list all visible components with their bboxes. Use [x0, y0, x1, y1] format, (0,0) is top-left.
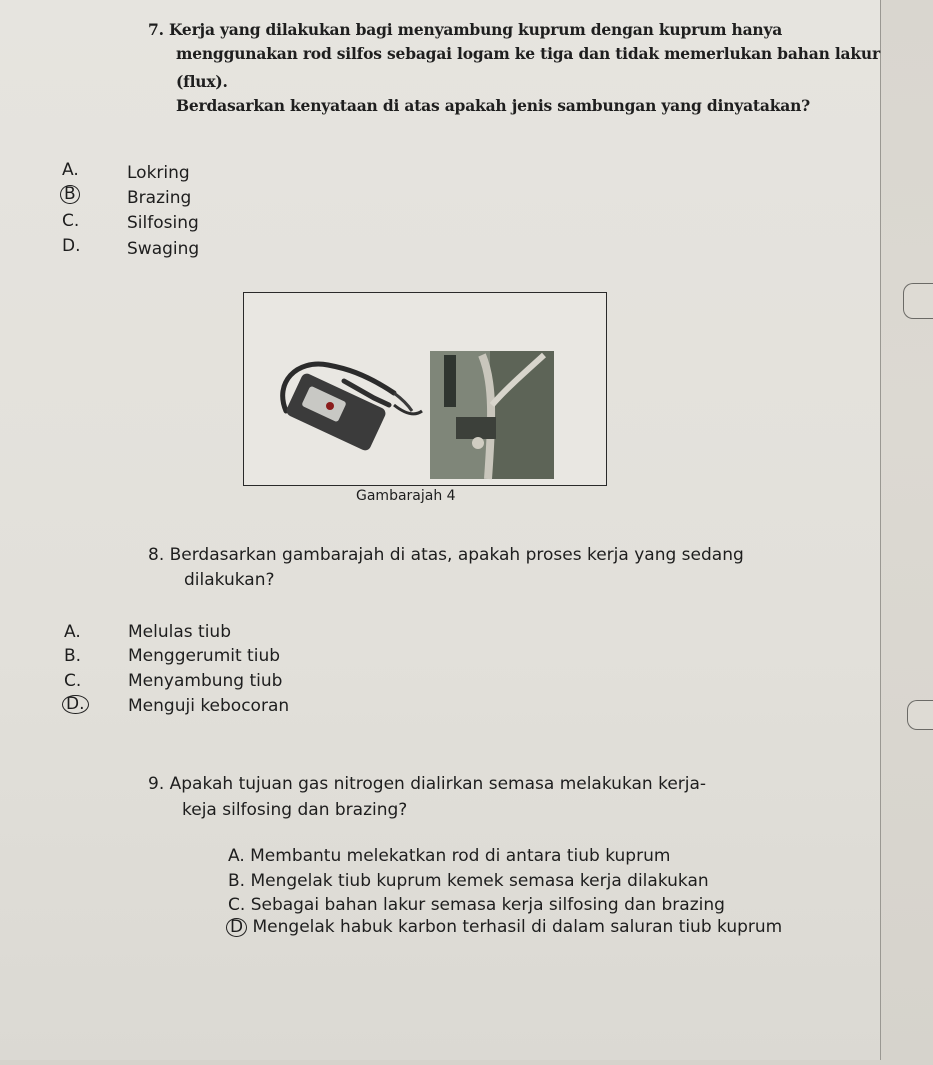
q8-option-c-text: Menyambung tiub: [128, 671, 283, 691]
q7-option-a-text: Lokring: [127, 163, 190, 183]
q7-line-3: (flux).: [176, 72, 228, 91]
q9-option-c-text: Sebagai bahan lakur semasa kerja silfosing dan brazing: [250, 895, 725, 915]
leak-detector-device-image: [283, 364, 422, 452]
q9-option-a: [228, 846, 670, 866]
q9-option-a-text: Membantu melekatkan rod di antara tiub kuprum: [250, 846, 671, 866]
q8-line-2: dilakukan?: [184, 570, 275, 590]
figure-photos: [244, 293, 606, 485]
binder-tab-top: [903, 283, 933, 319]
q8-option-d-text: Menguji kebocoran: [128, 696, 290, 716]
q8-option-a-text: Melulas tiub: [128, 622, 231, 642]
figure-caption: Gambarajah 4: [356, 488, 456, 504]
pipe-joint-image: [430, 351, 554, 479]
q9-option-c: [228, 895, 725, 915]
q9-option-b: [228, 871, 709, 891]
q8-line-1: 8. Berdasarkan gambarajah di atas, apakah proses kerja yang sedang: [148, 545, 744, 565]
q9-option-d: [226, 917, 782, 937]
q7-option-d-letter: D.: [62, 236, 81, 256]
q8-option-a-letter: A.: [64, 622, 81, 642]
q8-option-b-letter: B.: [64, 646, 82, 666]
q9-option-b-text: Mengelak tiub kuprum kemek semasa kerja dilakukan: [250, 871, 709, 891]
q7-option-c-letter: C.: [62, 211, 80, 231]
q9-line-2: keja silfosing dan brazing?: [182, 800, 408, 820]
q9-option-a-letter: A.: [228, 846, 245, 866]
q7-option-d-text: Swaging: [127, 239, 200, 259]
q7-line-2: menggunakan rod silfos sebagai logam ke tiga dan tidak memerlukan bahan lakur: [176, 44, 880, 63]
binder-tab-middle: [907, 700, 933, 730]
q7-line-4: Berdasarkan kenyataan di atas apakah jenis sambungan yang dinyatakan?: [176, 96, 811, 115]
q9-line-1: 9. Apakah tujuan gas nitrogen dialirkan semasa melakukan kerja-: [148, 774, 707, 794]
q9-option-d-letter-circled: D: [226, 918, 247, 937]
q7-option-c-text: Silfosing: [127, 213, 199, 233]
q8-option-c-letter: C.: [64, 671, 82, 691]
q7-option-b-letter-circled: B: [60, 184, 80, 204]
figure-box: [243, 292, 607, 504]
q9-option-b-letter: B.: [228, 871, 246, 891]
q8-option-d-letter-circled: D.: [62, 694, 89, 714]
q9-option-d-text: Mengelak habuk karbon terhasil di dalam saluran tiub kuprum: [252, 917, 783, 937]
q7-line-1: 7. Kerja yang dilakukan bagi menyambung kuprum dengan kuprum hanya: [148, 20, 783, 39]
q8-option-b-text: Menggerumit tiub: [128, 646, 281, 666]
q7-option-a-letter: A.: [62, 160, 79, 180]
q7-option-b-text: Brazing: [127, 188, 192, 208]
q9-option-c-letter: C.: [228, 895, 246, 915]
